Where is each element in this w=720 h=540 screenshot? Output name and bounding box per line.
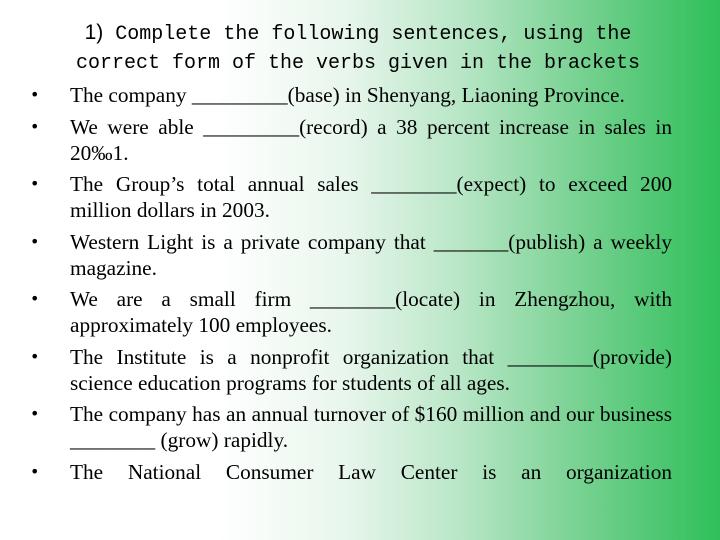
list-item — [30, 344, 672, 396]
bullet-icon: • — [30, 231, 40, 251]
list-item — [30, 401, 672, 453]
sentence-text: Western Light is a private company that _______(publish) a weekly magazine. — [70, 229, 672, 280]
sentence-text: We are a small firm ________(locate) in Zhengzhou, with approximately 100 employees. — [70, 287, 672, 337]
heading-text-1: Complete the following sentences, using the — [115, 23, 632, 46]
sentence-list — [30, 82, 672, 490]
list-item — [30, 229, 672, 281]
bullet-icon: • — [30, 85, 40, 104]
list-item — [30, 459, 672, 485]
list-item — [30, 286, 672, 338]
exercise-heading — [60, 18, 656, 78]
heading-line-2: correct form of the verbs given in the brackets — [75, 52, 641, 75]
sentence-text: We were able _________(record) a 38 percent increase in sales in 20‰1. — [70, 114, 672, 165]
exercise-number: 1) — [84, 21, 104, 44]
bullet-icon: • — [30, 174, 40, 193]
bullet-icon: • — [30, 404, 40, 423]
heading-line-1 — [60, 18, 656, 49]
list-item — [30, 114, 672, 166]
sentence-text: The Institute is a nonprofit organization that ________(provide) science education programs for students of all ages. — [70, 344, 672, 395]
bullet-icon: • — [30, 346, 40, 366]
bullet-icon: • — [30, 289, 40, 308]
sentence-text: The Group’s total annual sales ________(expect) to exceed 200 million dollars in 2003. — [70, 172, 672, 222]
sentence-text: The company _________(base) in Shenyang, Liaoning Province. — [70, 83, 625, 107]
bullet-icon: • — [30, 461, 40, 481]
list-item — [30, 82, 672, 108]
sentence-text: The company has an annual turnover of $160 million and our business ________ (grow) rapidly. — [70, 402, 672, 452]
list-item — [30, 171, 672, 223]
sentence-text: The National Consumer Law Center is an organization — [70, 459, 672, 484]
bullet-icon: • — [30, 116, 40, 136]
